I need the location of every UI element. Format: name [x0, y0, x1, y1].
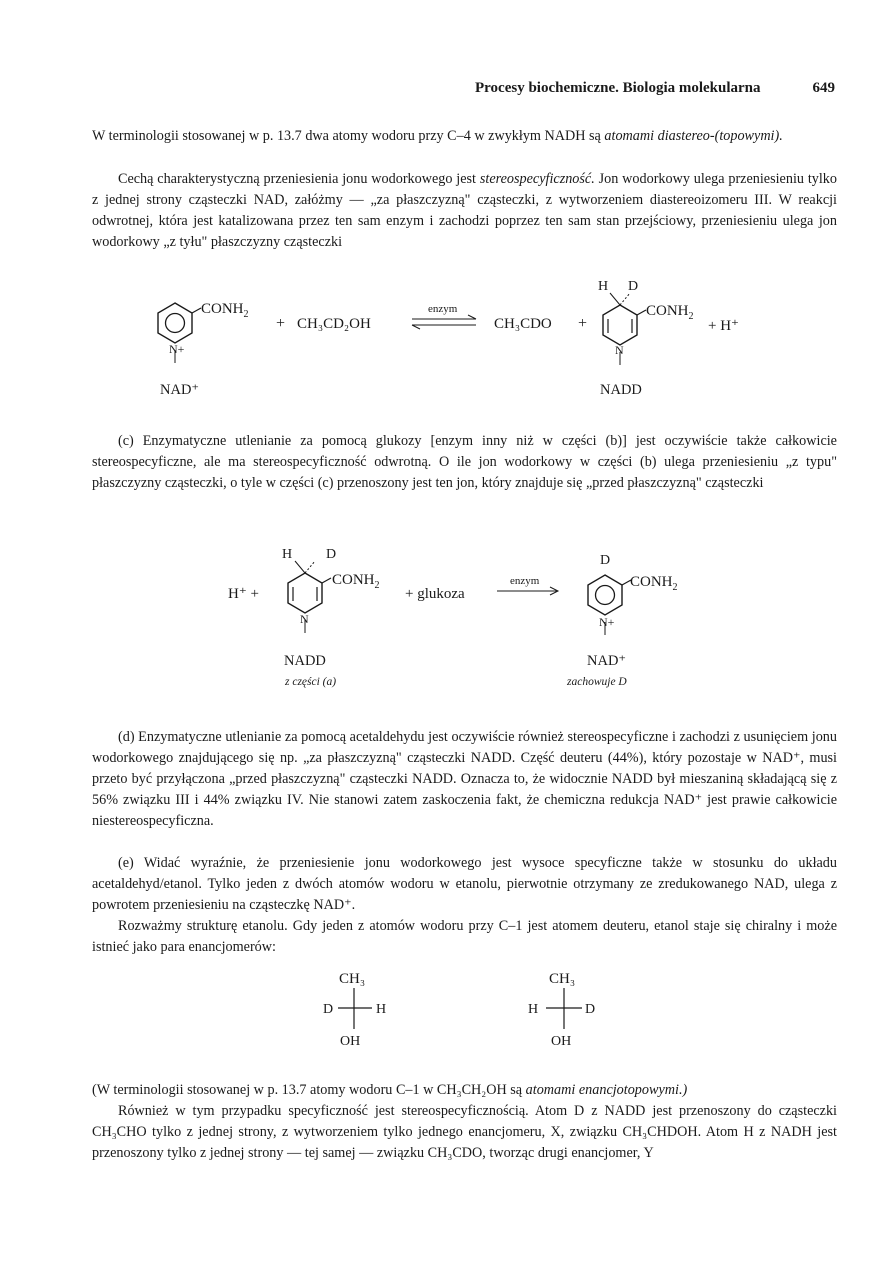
nitrogen-label: N+ — [599, 615, 615, 629]
italic-term: stereospecyficzność. — [479, 171, 595, 187]
hydrogen-label: H — [282, 547, 293, 562]
paragraph-text: (e) Widać wyraźnie, że przeniesienie jonu wodorkowego jest wysoce specyficzne także w stosunku do układu acetaldehyd/etanol. Tylko jeden z dwóch atomów wodoru w etanolu, pierwotnie otrzymany ze zredukowanego NAD, ulega z powrotem przeniesieniu na cząsteczkę NAD⁺. — [92, 855, 837, 913]
running-title: Procesy biochemiczne. Biologia molekularna — [475, 80, 761, 96]
proton: H⁺ + — [228, 586, 259, 602]
paragraph-text: Również w tym przypadku specyficzność jest stereospecyficznością. Atom D z NADD jest przenoszony do cząsteczki CH₃CHO tylko z jednej strony, z wytworzeniem tylko jednego enancjomeru, X, związku CH₃CHDOH. Atom H z NADH jest przenoszony tylko z jednej strony — tej samej — związku CH₃CDO, tworząc drugi enancjomer, Y — [92, 1103, 837, 1161]
label-nad-plus-note: zachowuje D — [567, 676, 627, 688]
paragraph-text: W terminologii stosowanej w p. 13.7 dwa atomy wodoru przy C–4 w zwykłym NADH są — [92, 128, 601, 144]
paragraph-stereospecificity — [92, 169, 837, 253]
hydrogen-label: H — [376, 1002, 387, 1017]
paragraph-text: (W terminologii stosowanej w p. 13.7 atomy wodoru C–1 w CH₃CH₂OH są — [92, 1082, 523, 1098]
enantiomer-left — [323, 971, 386, 1049]
paragraph-specificity — [92, 853, 837, 916]
reagent: CH₃CD₂OH — [297, 316, 371, 332]
paragraph-text: (d) Enzymatyczne utlenianie za pomocą acetaldehydu jest oczywiście również stereospecyficzne i zachodzi z usunięciem jonu wodorkowego znajdującego się np. „za płaszczyzną" cząsteczki NADD. Część deuteru (44%), który pozostaje w NAD⁺, musi przeto być przyłączona „przed płaszczyzną" cząsteczki NADD. Oznacza to, że widocznie NADD był mieszaniną składającą się z 56% związku III i 44% związku IV. Nie stanowi zatem zaskoczenia fakt, że chemiczna redukcja NAD⁺ jest prawie całkowicie niestereospecyficzna. — [92, 729, 837, 829]
conh2-label: $CONH_2$ — [630, 574, 678, 593]
label-nadd: NADD — [600, 382, 642, 398]
reagent: + glukoza — [405, 586, 465, 602]
deuterium-label: D — [326, 547, 337, 562]
methyl-label: CH₃ — [339, 971, 366, 987]
enzyme-label: enzym — [510, 575, 540, 587]
italic-term: atomami enancjotopowymi.) — [525, 1082, 688, 1098]
hydroxyl-label: OH — [551, 1034, 572, 1049]
nitrogen-label: N+ — [169, 342, 185, 356]
methyl-label: CH₃ — [549, 971, 576, 987]
product: CH₃CDO — [494, 316, 552, 332]
proton: + H⁺ — [708, 318, 739, 334]
label-nadd: NADD — [284, 653, 326, 669]
forward-arrow — [497, 575, 558, 595]
hydrogen-label: H — [598, 279, 609, 294]
deuterium-label: D — [323, 1002, 334, 1017]
paragraph-enantiotopic — [92, 1080, 837, 1101]
nitrogen-label: N — [615, 343, 624, 357]
plus-sign: + — [578, 315, 588, 332]
paragraph-text: (c) Enzymatyczne utlenianie za pomocą glukozy [enzym inny niż w części (b)] jest oczywiście także całkowicie stereospecyficzne, ale ma stereospecyficzność odwrotną. O ile jon wodorkowy w części (b) ulega przeniesieniu „z typu" płaszczyzny cząsteczki, o tyle w części (c) przenoszony jest ten jon, który znajduje się „przed płaszczyzną" cząsteczki — [92, 433, 837, 491]
page-number: 649 — [812, 80, 835, 96]
paragraph-conclusion — [92, 1101, 837, 1164]
nitrogen-label: N — [300, 612, 309, 626]
conh2-label: $CONH_2$ — [201, 301, 249, 320]
equilibrium-arrow — [412, 303, 476, 329]
conh2-label: $CONH_2$ — [646, 303, 694, 322]
running-header — [475, 80, 835, 97]
deuterium-label: D — [628, 279, 639, 294]
enzyme-label: enzym — [428, 303, 458, 315]
deuterium-label: D — [600, 553, 611, 568]
conh2-label: $CONH_2$ — [332, 572, 380, 591]
paragraph-acetaldehyde — [92, 727, 837, 832]
reaction-scheme-2 — [0, 540, 893, 655]
label-nadd-note: z części (a) — [285, 676, 337, 688]
enantiomer-scheme — [0, 965, 893, 1055]
paragraph-text: Rozważmy strukturę etanolu. Gdy jeden z atomów wodoru przy C–1 jest atomem deuteru, etanol staje się chiralny i może istnieć jako para enancjomerów: — [92, 918, 837, 955]
paragraph-text: Jon wodorkowy ulega przeniesieniu tylko z jednej strony cząsteczki NAD, załóżmy — „za płaszczyzną" cząsteczki, z wytworzeniem diastereoizomeru III. W reakcji odwrotnej, która jest katalizowana przez ten sam enzym i zachodzi poprzez ten sam stan przejściowy, przeniesieniu ulega jon wodorkowy „z tyłu" płaszczyzny cząsteczki — [92, 171, 837, 250]
paragraph-ethanol — [92, 916, 837, 958]
dihydropyridine-ring-left — [288, 561, 331, 633]
paragraph-text: Cechą charakterystyczną przeniesienia jonu wodorkowego jest — [118, 171, 477, 187]
enantiomer-right — [528, 971, 595, 1049]
label-nad-plus: NAD⁺ — [160, 382, 200, 398]
paragraph-terminology — [92, 126, 837, 147]
paragraph-glucose — [92, 431, 837, 494]
dihydropyridine-ring-right — [603, 293, 646, 365]
reaction-scheme-1 — [0, 270, 893, 400]
plus-sign: + — [276, 315, 286, 332]
italic-term: atomami diastereo-(topowymi). — [604, 128, 783, 144]
hydrogen-label: H — [528, 1002, 539, 1017]
hydroxyl-label: OH — [340, 1034, 361, 1049]
label-nad-plus: NAD⁺ — [587, 653, 627, 669]
deuterium-label: D — [585, 1002, 596, 1017]
